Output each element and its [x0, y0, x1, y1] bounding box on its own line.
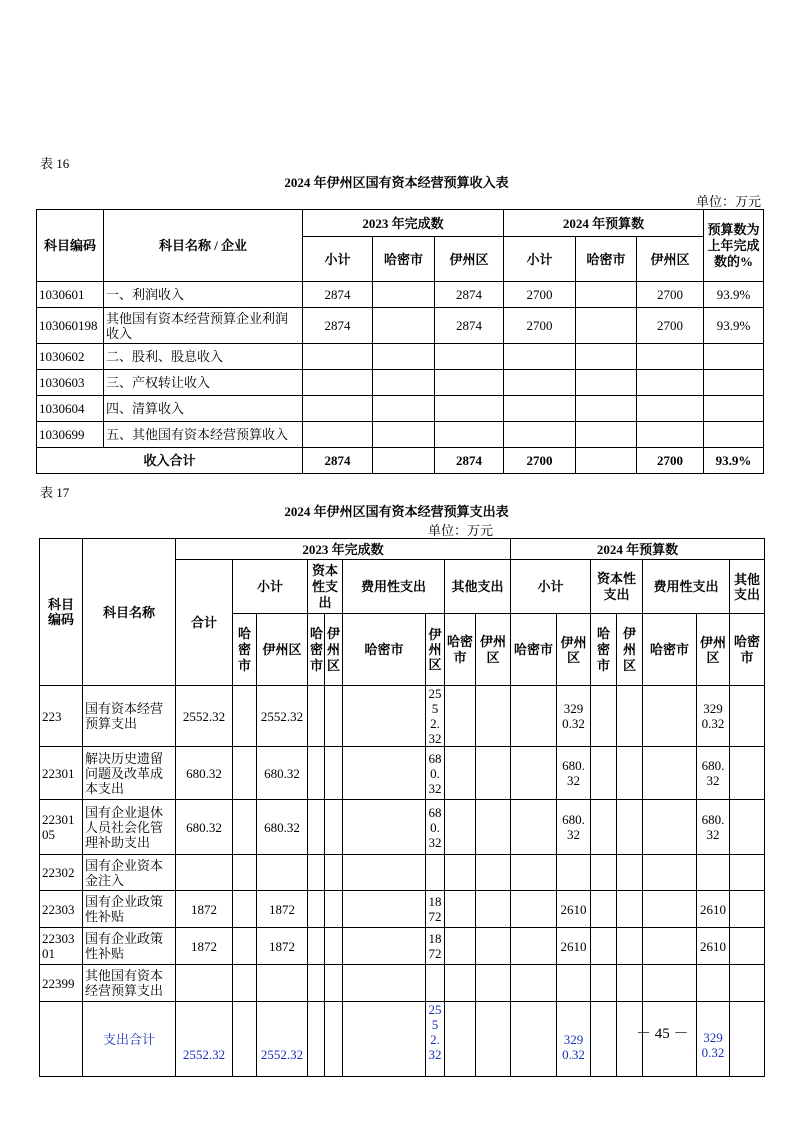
- header-2024-capital-yizhou: 伊州区: [617, 614, 643, 686]
- cell-2023-other-hami: [445, 747, 476, 800]
- row-code: 2230105: [40, 800, 83, 855]
- cell-2024-other-hami: [730, 855, 765, 891]
- cell-ratio: 93.9%: [704, 282, 764, 308]
- cell-2023-capital-yizhou: [325, 686, 343, 747]
- cell-2023-hami: [373, 396, 435, 422]
- cell-2023-expense-hami: [343, 891, 426, 928]
- cell-2023-hami: [373, 308, 435, 344]
- cell-2024-other-hami: [730, 800, 765, 855]
- cell-total: 1872: [176, 891, 233, 928]
- cell-2024-expense-hami: [643, 965, 697, 1002]
- cell-2023-yizhou: [435, 344, 504, 370]
- header-2024-hami: 哈密市: [576, 237, 637, 282]
- row-code: 1030604: [37, 396, 104, 422]
- cell-2024-capital-hami: [591, 928, 617, 965]
- total-ratio: 93.9%: [704, 448, 764, 474]
- cell-2024-capital-hami: [591, 747, 617, 800]
- cell-2024-expense-hami: [643, 891, 697, 928]
- cell-2024-yizhou: [637, 370, 704, 396]
- header-2024: 2024 年预算数: [511, 539, 765, 560]
- header-2024-expense: 费用性支出: [643, 560, 730, 614]
- cell-total: 1872: [176, 928, 233, 965]
- cell-2024-expense-yizhou: [697, 965, 730, 1002]
- header-total: 合计: [176, 560, 233, 686]
- row-code: 22302: [40, 855, 83, 891]
- header-2023-capital: 资本性支出: [308, 560, 343, 614]
- cell-2023-capital-hami: [308, 891, 325, 928]
- cell-2023-expense-hami: [343, 747, 426, 800]
- cell-2024-hami: [576, 308, 637, 344]
- cell-2023-sub: [303, 344, 373, 370]
- total-2023-expense-yizhou: 2552.32: [426, 1002, 445, 1077]
- total-2024-other-hami: [730, 1002, 765, 1077]
- cell-2023-capital-yizhou: [325, 891, 343, 928]
- cell-2024-sub-yizhou: [557, 965, 591, 1002]
- header-2023: 2023 年完成数: [176, 539, 511, 560]
- cell-2024-sub-yizhou: 680.32: [557, 747, 591, 800]
- cell-2024-capital-yizhou: [617, 965, 643, 1002]
- row-name: 二、股利、股息收入: [104, 344, 303, 370]
- cell-2024-yizhou: [637, 396, 704, 422]
- cell-2023-capital-hami: [308, 965, 325, 1002]
- cell-total: [176, 965, 233, 1002]
- cell-2024-capital-hami: [591, 855, 617, 891]
- cell-2023-sub-hami: [233, 800, 257, 855]
- cell-2023-capital-hami: [308, 686, 325, 747]
- cell-2024-expense-hami: [643, 747, 697, 800]
- cell-2023-yizhou: 2874: [435, 308, 504, 344]
- cell-ratio: 93.9%: [704, 308, 764, 344]
- cell-2024-sub-yizhou: 2610: [557, 891, 591, 928]
- table-row: [40, 747, 765, 800]
- cell-2024-other-hami: [730, 928, 765, 965]
- cell-2023-other-hami: [445, 800, 476, 855]
- cell-2023-other-yizhou: [476, 800, 511, 855]
- header-2023-sub-yizhou: 伊州区: [257, 614, 308, 686]
- cell-2023-other-yizhou: [476, 747, 511, 800]
- header-2023-capital-yizhou: 伊州区: [325, 614, 343, 686]
- header-2023-expense-hami: 哈密市: [343, 614, 426, 686]
- table-row: [40, 891, 765, 928]
- table-row: [37, 370, 764, 396]
- cell-2023-capital-yizhou: [325, 747, 343, 800]
- cell-2023-sub-yizhou: 680.32: [257, 800, 308, 855]
- cell-ratio: [704, 344, 764, 370]
- header-2024-capital: 资本性支出: [591, 560, 643, 614]
- cell-2023-expense-yizhou: 1872: [426, 928, 445, 965]
- total-2024-sub-hami: [511, 1002, 557, 1077]
- cell-2023-capital-yizhou: [325, 855, 343, 891]
- header-2024-expense-hami: 哈密市: [643, 614, 697, 686]
- header-2024-expense-yizhou: 伊州区: [697, 614, 730, 686]
- table-row: [40, 800, 765, 855]
- cell-2024-other-hami: [730, 747, 765, 800]
- cell-2023-other-hami: [445, 891, 476, 928]
- cell-2024-hami: [576, 396, 637, 422]
- cell-2024-capital-yizhou: [617, 855, 643, 891]
- cell-2024-sub: 2700: [504, 282, 576, 308]
- table16-label: 表 16: [40, 156, 70, 171]
- row-code: 1030602: [37, 344, 104, 370]
- header-2023-hami: 哈密市: [373, 237, 435, 282]
- cell-2024-sub: [504, 422, 576, 448]
- row-name: 其他国有资本经营预算支出: [83, 965, 176, 1002]
- header-2023-sub: 小计: [233, 560, 308, 614]
- total-2023-capital-hami: [308, 1002, 325, 1077]
- header-name: 科目名称 / 企业: [104, 210, 303, 282]
- row-name: 四、清算收入: [104, 396, 303, 422]
- cell-2023-sub: [303, 396, 373, 422]
- cell-2023-expense-yizhou: 2552.32: [426, 686, 445, 747]
- total-2024-sub: 2700: [504, 448, 576, 474]
- row-name: 解决历史遗留问题及改革成本支出: [83, 747, 176, 800]
- row-code: 103060198: [37, 308, 104, 344]
- header-2023-sub-hami: 哈密市: [233, 614, 257, 686]
- cell-2023-yizhou: 2874: [435, 282, 504, 308]
- total-2023-yizhou: 2874: [435, 448, 504, 474]
- header-code: 科目编码: [40, 539, 83, 686]
- total-2023-other-yizhou: [476, 1002, 511, 1077]
- header-2024-sub-yizhou: 伊州区: [557, 614, 591, 686]
- table-row: [37, 396, 764, 422]
- table16-unit: 单位：万元: [696, 194, 762, 209]
- table-row: [40, 928, 765, 965]
- total-row: [37, 448, 764, 474]
- cell-2024-sub-yizhou: 2610: [557, 928, 591, 965]
- page-number: － 45 －: [636, 1026, 689, 1042]
- expenditure-table: [39, 538, 765, 1077]
- row-name: 其他国有资本经营预算企业利润收入: [104, 308, 303, 344]
- cell-2024-expense-yizhou: 2610: [697, 928, 730, 965]
- total-2024-hami: [576, 448, 637, 474]
- cell-2024-hami: [576, 422, 637, 448]
- header-2023-yizhou: 伊州区: [435, 237, 504, 282]
- cell-2024-capital-hami: [591, 891, 617, 928]
- cell-2023-sub-hami: [233, 747, 257, 800]
- cell-2024-capital-yizhou: [617, 928, 643, 965]
- cell-2024-expense-yizhou: 2610: [697, 891, 730, 928]
- table17-unit: 单位：万元: [428, 523, 494, 538]
- cell-2024-sub-yizhou: [557, 855, 591, 891]
- cell-2024-hami: [576, 282, 637, 308]
- header-2023-expense: 费用性支出: [343, 560, 445, 614]
- cell-2023-expense-yizhou: 680.32: [426, 800, 445, 855]
- total-2024-capital-hami: [591, 1002, 617, 1077]
- cell-2023-capital-hami: [308, 800, 325, 855]
- cell-2024-capital-yizhou: [617, 800, 643, 855]
- cell-2024-expense-hami: [643, 928, 697, 965]
- cell-2023-expense-yizhou: 680.32: [426, 747, 445, 800]
- cell-2024-expense-yizhou: [697, 855, 730, 891]
- cell-2023-expense-yizhou: 1872: [426, 891, 445, 928]
- cell-2023-other-hami: [445, 965, 476, 1002]
- row-name: 一、利润收入: [104, 282, 303, 308]
- cell-2024-sub-yizhou: 3290.32: [557, 686, 591, 747]
- total-2023-hami: [373, 448, 435, 474]
- cell-2024-capital-hami: [591, 686, 617, 747]
- cell-2023-capital-hami: [308, 855, 325, 891]
- total-2023-other-hami: [445, 1002, 476, 1077]
- cell-2024-sub-hami: [511, 800, 557, 855]
- cell-2024-other-hami: [730, 891, 765, 928]
- table-row: [40, 855, 765, 891]
- cell-2024-sub-hami: [511, 686, 557, 747]
- cell-2024-capital-hami: [591, 965, 617, 1002]
- cell-2023-expense-hami: [343, 800, 426, 855]
- cell-2023-expense-hami: [343, 855, 426, 891]
- header-2023-other: 其他支出: [445, 560, 511, 614]
- cell-2023-sub-hami: [233, 891, 257, 928]
- cell-2024-hami: [576, 370, 637, 396]
- cell-total: 680.32: [176, 800, 233, 855]
- row-code: 1030601: [37, 282, 104, 308]
- total-2024-expense-yizhou: 3290.32: [697, 1002, 730, 1077]
- table17-label: 表 17: [40, 485, 70, 500]
- total-2023-sub: 2874: [303, 448, 373, 474]
- cell-2023-sub: [303, 370, 373, 396]
- row-code: 22399: [40, 965, 83, 1002]
- cell-ratio: [704, 422, 764, 448]
- row-code: 22301: [40, 747, 83, 800]
- row-code: 1030603: [37, 370, 104, 396]
- cell-2024-sub: [504, 344, 576, 370]
- table-row: [37, 282, 764, 308]
- cell-2023-sub-yizhou: 2552.32: [257, 686, 308, 747]
- cell-2023-sub: [303, 422, 373, 448]
- cell-2024-expense-yizhou: 680.32: [697, 747, 730, 800]
- cell-2023-sub-hami: [233, 686, 257, 747]
- cell-2023-sub-yizhou: [257, 855, 308, 891]
- cell-2023-other-yizhou: [476, 891, 511, 928]
- cell-2023-hami: [373, 344, 435, 370]
- cell-2024-sub-hami: [511, 855, 557, 891]
- header-2024-capital-hami: 哈密市: [591, 614, 617, 686]
- row-name: 五、其他国有资本经营预算收入: [104, 422, 303, 448]
- table-row: [37, 422, 764, 448]
- cell-2023-other-yizhou: [476, 965, 511, 1002]
- cell-2024-expense-yizhou: 3290.32: [697, 686, 730, 747]
- cell-2024-sub-yizhou: 680.32: [557, 800, 591, 855]
- header-2023-expense-yizhou: 伊州区: [426, 614, 445, 686]
- cell-2024-sub: 2700: [504, 308, 576, 344]
- cell-2024-expense-hami: [643, 800, 697, 855]
- row-name: 国有企业退休人员社会化管理补助支出: [83, 800, 176, 855]
- table-row: [37, 344, 764, 370]
- cell-ratio: [704, 370, 764, 396]
- header-2024-sub: 小计: [504, 237, 576, 282]
- total-2024-yizhou: 2700: [637, 448, 704, 474]
- header-2023-other-hami: 哈密市: [445, 614, 476, 686]
- cell-2024-capital-yizhou: [617, 891, 643, 928]
- table17-title: 2024 年伊州区国有资本经营预算支出表: [284, 504, 509, 519]
- row-code: 22303: [40, 891, 83, 928]
- cell-2023-sub-yizhou: 680.32: [257, 747, 308, 800]
- cell-ratio: [704, 396, 764, 422]
- cell-2023-hami: [373, 370, 435, 396]
- row-name: 国有资本经营预算支出: [83, 686, 176, 747]
- total-total: 2552.32: [176, 1002, 233, 1077]
- header-2024-other: 其他支出: [730, 560, 765, 614]
- income-table: [36, 209, 764, 474]
- table-row: [37, 308, 764, 344]
- cell-2023-other-yizhou: [476, 855, 511, 891]
- cell-2023-yizhou: [435, 396, 504, 422]
- header-2024-yizhou: 伊州区: [637, 237, 704, 282]
- cell-2024-hami: [576, 344, 637, 370]
- cell-2023-other-yizhou: [476, 928, 511, 965]
- cell-2024-sub-hami: [511, 928, 557, 965]
- cell-2024-capital-hami: [591, 800, 617, 855]
- total-2023-sub-hami: [233, 1002, 257, 1077]
- cell-2024-sub-hami: [511, 747, 557, 800]
- cell-2024-capital-yizhou: [617, 747, 643, 800]
- cell-2023-sub-hami: [233, 965, 257, 1002]
- header-2024: 2024 年预算数: [504, 210, 704, 237]
- row-code: 223: [40, 686, 83, 747]
- cell-2023-sub-yizhou: 1872: [257, 928, 308, 965]
- total-label: 收入合计: [37, 448, 303, 474]
- total-code-blank: [40, 1002, 83, 1077]
- cell-2024-expense-hami: [643, 686, 697, 747]
- cell-2023-capital-yizhou: [325, 800, 343, 855]
- header-code: 科目编码: [37, 210, 104, 282]
- cell-2023-capital-yizhou: [325, 928, 343, 965]
- cell-2023-expense-hami: [343, 928, 426, 965]
- cell-2024-expense-hami: [643, 855, 697, 891]
- cell-2023-capital-yizhou: [325, 965, 343, 1002]
- cell-2023-sub-yizhou: [257, 965, 308, 1002]
- cell-2023-sub-yizhou: 1872: [257, 891, 308, 928]
- row-name: 国有企业政策性补贴: [83, 891, 176, 928]
- header-2023-capital-hami: 哈密市: [308, 614, 325, 686]
- cell-2024-expense-yizhou: 680.32: [697, 800, 730, 855]
- total-2024-sub-yizhou: 3290.32: [557, 1002, 591, 1077]
- cell-total: [176, 855, 233, 891]
- cell-2023-sub-hami: [233, 928, 257, 965]
- header-2023: 2023 年完成数: [303, 210, 504, 237]
- cell-2023-other-hami: [445, 928, 476, 965]
- cell-2024-yizhou: 2700: [637, 308, 704, 344]
- cell-2023-capital-hami: [308, 747, 325, 800]
- cell-2024-yizhou: [637, 422, 704, 448]
- cell-total: 2552.32: [176, 686, 233, 747]
- table16-title: 2024 年伊州区国有资本经营预算收入表: [284, 175, 509, 190]
- cell-total: 680.32: [176, 747, 233, 800]
- total-2023-capital-yizhou: [325, 1002, 343, 1077]
- cell-2023-sub: 2874: [303, 282, 373, 308]
- header-2024-other-hami: 哈密市: [730, 614, 765, 686]
- table-row: [40, 686, 765, 747]
- cell-2023-hami: [373, 282, 435, 308]
- total-2023-expense-hami: [343, 1002, 426, 1077]
- cell-2023-yizhou: [435, 370, 504, 396]
- cell-2023-sub-hami: [233, 855, 257, 891]
- cell-2024-sub: [504, 396, 576, 422]
- total-2023-sub-yizhou: 2552.32: [257, 1002, 308, 1077]
- cell-2023-other-hami: [445, 855, 476, 891]
- cell-2023-yizhou: [435, 422, 504, 448]
- header-2024-sub: 小计: [511, 560, 591, 614]
- cell-2024-yizhou: [637, 344, 704, 370]
- cell-2024-yizhou: 2700: [637, 282, 704, 308]
- row-name: 三、产权转让收入: [104, 370, 303, 396]
- cell-2023-capital-hami: [308, 928, 325, 965]
- table-row: [40, 965, 765, 1002]
- cell-2024-other-hami: [730, 686, 765, 747]
- cell-2024-capital-yizhou: [617, 686, 643, 747]
- header-2024-sub-hami: 哈密市: [511, 614, 557, 686]
- cell-2024-sub-hami: [511, 965, 557, 1002]
- row-name: 国有企业资本金注入: [83, 855, 176, 891]
- cell-2023-other-yizhou: [476, 686, 511, 747]
- row-code: 1030699: [37, 422, 104, 448]
- header-2023-other-yizhou: 伊州区: [476, 614, 511, 686]
- row-name: 国有企业政策性补贴: [83, 928, 176, 965]
- cell-2023-expense-hami: [343, 686, 426, 747]
- cell-2023-expense-hami: [343, 965, 426, 1002]
- cell-2023-sub: 2874: [303, 308, 373, 344]
- cell-2024-other-hami: [730, 965, 765, 1002]
- cell-2023-hami: [373, 422, 435, 448]
- cell-2023-expense-yizhou: [426, 855, 445, 891]
- cell-2023-other-hami: [445, 686, 476, 747]
- cell-2024-sub: [504, 370, 576, 396]
- cell-2023-expense-yizhou: [426, 965, 445, 1002]
- header-2023-sub: 小计: [303, 237, 373, 282]
- cell-2024-sub-hami: [511, 891, 557, 928]
- total-label: 支出合计: [83, 1002, 176, 1077]
- header-name: 科目名称: [83, 539, 176, 686]
- row-code: 2230301: [40, 928, 83, 965]
- header-ratio: 预算数为上年完成数的%: [704, 210, 764, 282]
